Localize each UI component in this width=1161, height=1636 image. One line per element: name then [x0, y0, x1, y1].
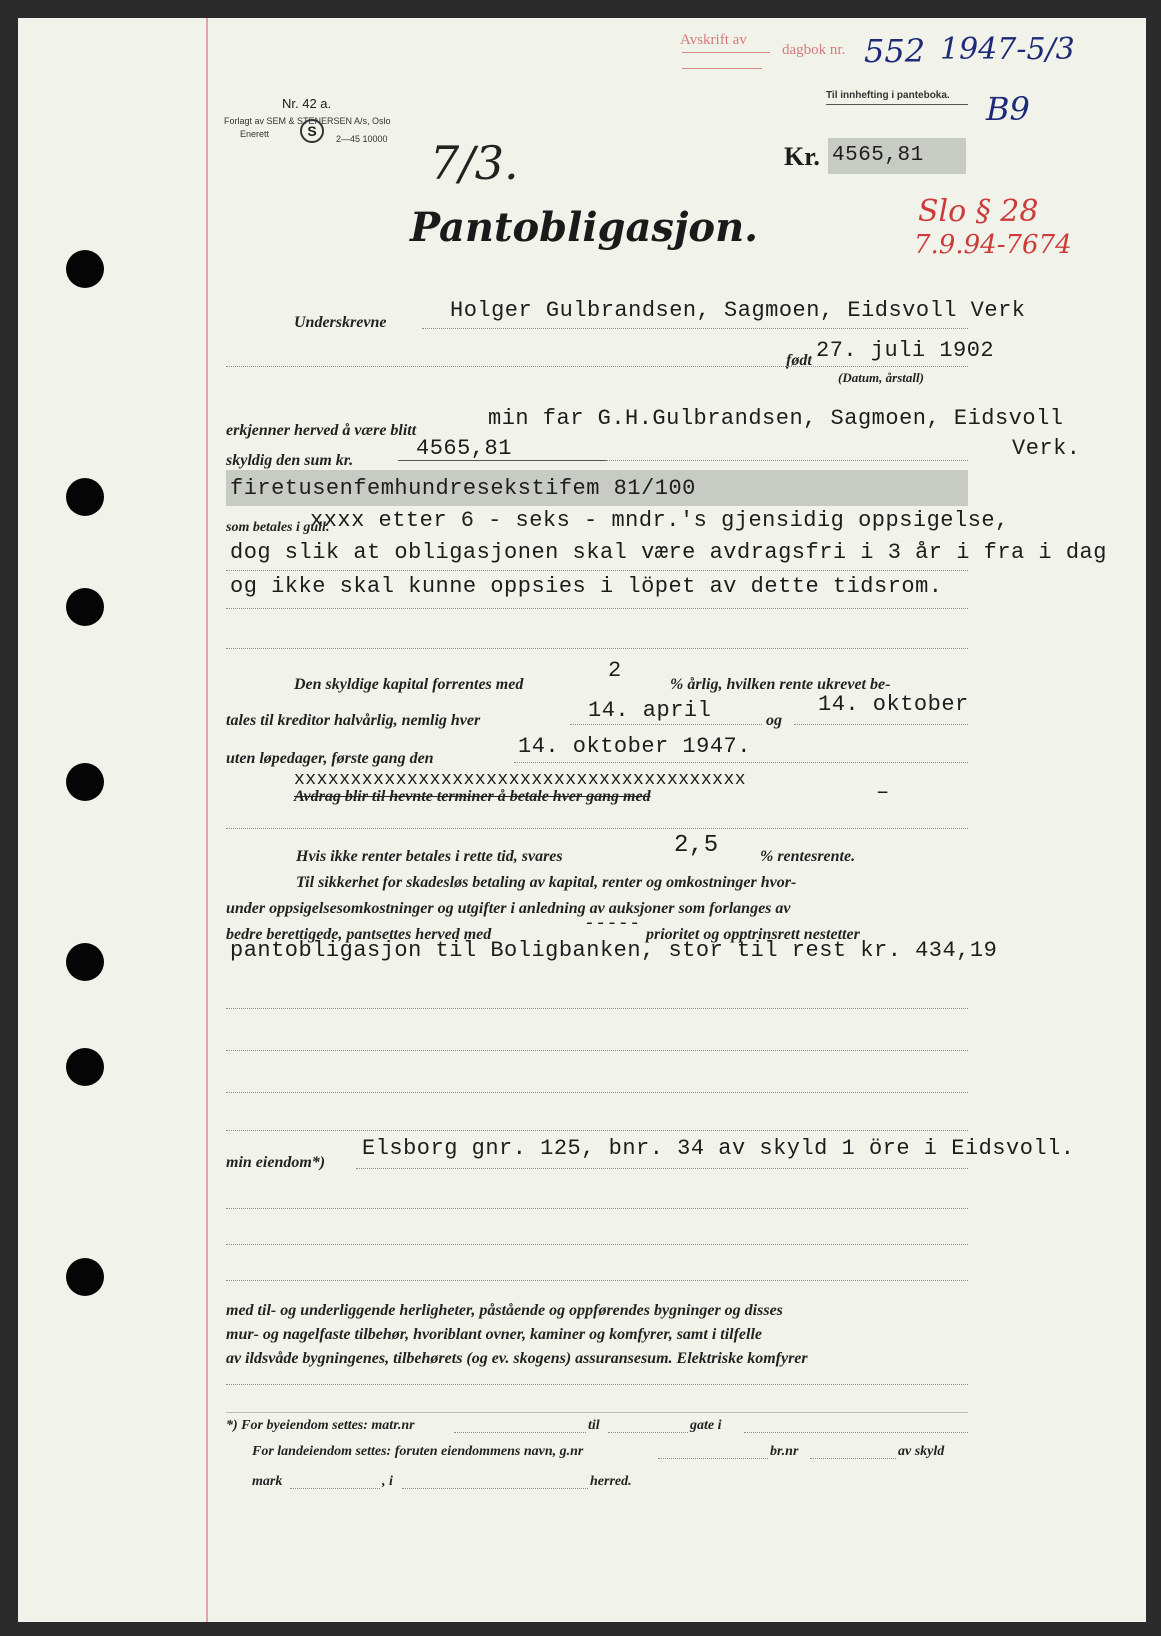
appurtenances-line-3: av ildsvåde bygningenes, tilbehørets (og ev. skogens) assuransesum. Elektriske komfyrer: [226, 1350, 808, 1367]
security-line-1: Til sikkerhet for skadesløs betaling av kapital, renter og omkostninger hvor-: [296, 874, 797, 891]
red-note-1: Slo § 28: [918, 194, 1039, 229]
footnote-rural-brnr: br.nr: [770, 1444, 799, 1459]
footnote-rural-label: For landeiendom settes: foruten eiendommens navn, g.nr: [252, 1444, 584, 1459]
footnote-city-label: *) For byeiendom settes: matr.nr: [226, 1418, 415, 1433]
binder-hole: [66, 1258, 104, 1296]
handwritten-date: 7/3.: [430, 136, 519, 190]
footnote-herred: herred.: [590, 1474, 632, 1489]
first-time-label: uten løpedager, første gang den: [226, 750, 434, 767]
red-note-2: 7.9.94-7674: [914, 230, 1072, 260]
default-label: Hvis ikke renter betales i rette tid, svares: [296, 848, 563, 865]
undersigned-label: Underskrevne: [294, 314, 387, 331]
fill-line: [290, 1488, 380, 1489]
stamp-rule: [682, 52, 770, 53]
payable-label: som betales i gull.: [226, 520, 330, 535]
form-number: Nr. 42 a.: [282, 96, 332, 111]
fill-line: [810, 1458, 896, 1459]
separator: [226, 1412, 968, 1413]
publisher-enerett: Enerett: [240, 129, 270, 139]
security-line-3-a: bedre berettigede, pantsettes herved med: [226, 926, 492, 943]
binder-hole: [66, 478, 104, 516]
publisher-line: Forlagt av SEM & STENERSEN A/s, Oslo: [224, 116, 391, 126]
footnote-city-til: til: [588, 1418, 600, 1433]
fill-line: [226, 1050, 968, 1051]
fill-line: [794, 724, 968, 725]
default-suffix: % rentesrente.: [760, 848, 856, 865]
interest-suffix: % årlig, hvilken rente ukrevet be-: [670, 676, 891, 693]
born-value: 27. juli 1902: [816, 338, 995, 363]
debt-label: skyldig den sum kr.: [226, 452, 354, 469]
fill-line: [226, 1280, 968, 1281]
born-hint: (Datum, årstall): [838, 370, 924, 385]
fill-line: [226, 1092, 968, 1093]
journal-extra: B9: [986, 90, 1030, 128]
binding-rule: [826, 104, 968, 105]
stamp-journal: dagbok nr.: [782, 42, 846, 58]
publisher-print-run: 2—45 10000: [336, 134, 388, 144]
binder-hole: [66, 1048, 104, 1086]
fill-line: [454, 1432, 586, 1433]
fill-line: [226, 1008, 968, 1009]
publisher-logo-icon: S: [300, 119, 324, 143]
creditor-value-cont: Verk.: [1012, 436, 1081, 461]
born-label: født: [786, 352, 812, 369]
fill-line: [606, 460, 968, 461]
journal-number: 552: [864, 32, 926, 70]
appurtenances-line-2: mur- og nagelfaste tilbehør, hvoriblant ovner, kaminer og komfyrer, samt i tilfelle: [226, 1326, 763, 1343]
creditor-value: min far G.H.Gulbrandsen, Sagmoen, Eidsvoll: [488, 406, 1064, 431]
fill-line: [226, 570, 968, 571]
undersigned-value: Holger Gulbrandsen, Sagmoen, Eidsvoll Verk: [450, 298, 1026, 323]
fill-line: [226, 648, 968, 649]
document-title: Pantobligasjon.: [410, 204, 759, 251]
property-value: Elsborg gnr. 125, bnr. 34 av skyld 1 öre i Eidsvoll.: [362, 1136, 1075, 1161]
terms-line-3: og ikke skal kunne oppsies i löpet av dette tidsrom.: [230, 574, 943, 599]
fill-line: [226, 828, 968, 829]
fill-line: [402, 1488, 588, 1489]
installment-value: –: [876, 780, 890, 805]
security-line-2: under oppsigelsesomkostninger og utgifter i anledning av auksjoner som forlanges av: [226, 900, 791, 917]
security-line-3-fill: -----: [584, 914, 641, 934]
installment-label: Avdrag blir til hevnte terminer å betale hver gang med: [294, 788, 651, 805]
fill-line: [422, 328, 968, 329]
fill-line: [658, 1458, 768, 1459]
fill-line: [226, 366, 968, 367]
creditor-label: erkjenner herved å være blitt: [226, 422, 417, 439]
fill-line: [514, 762, 968, 763]
paid-second: 14. oktober: [818, 692, 969, 717]
fill-line: [226, 608, 968, 609]
terms-line-2: dog slik at obligasjonen skal være avdragsfri i 3 år i fra i dag: [230, 540, 1107, 565]
property-label: min eiendom*): [226, 1154, 326, 1171]
fill-line: [226, 1208, 968, 1209]
fill-line: [226, 1384, 968, 1385]
journal-year: 1947-5/3: [940, 32, 1075, 67]
binder-hole: [66, 763, 104, 801]
interest-label: Den skyldige kapital forrentes med: [294, 676, 524, 693]
document-page: [18, 18, 1146, 1622]
binder-hole: [66, 250, 104, 288]
paid-first: 14. april: [588, 698, 712, 723]
first-time-value: 14. oktober 1947.: [518, 734, 751, 759]
fill-line: [226, 1130, 968, 1131]
amount-value: 4565,81: [832, 144, 924, 167]
binder-hole: [66, 943, 104, 981]
fill-line: [226, 1244, 968, 1245]
paid-label: tales til kreditor halvårlig, nemlig hver: [226, 712, 481, 729]
binding-note: Til innhefting i panteboka.: [826, 90, 950, 101]
security-line-3-b: prioritet og opptrinsrett nestetter: [646, 926, 860, 943]
binder-hole: [66, 588, 104, 626]
security-typed: pantobligasjon til Boligbanken, stor til rest kr. 434,19: [230, 938, 998, 963]
installment-cross: xxxxxxxxxxxxxxxxxxxxxxxxxxxxxxxxxxxxxxxx: [294, 770, 747, 790]
fill-line: [570, 724, 762, 725]
debt-underline: [398, 460, 606, 461]
debt-value: 4565,81: [416, 436, 512, 461]
fill-line: [356, 1168, 968, 1169]
paid-and: og: [766, 712, 782, 729]
amount-label: Kr.: [784, 142, 820, 171]
amount-words: firetusenfemhundresekstifem 81/100: [230, 476, 696, 501]
margin-rule: [206, 18, 208, 1622]
footnote-i: , i: [382, 1474, 393, 1489]
stamp-copy: Avskrift av: [680, 32, 747, 48]
footnote-mark: mark: [252, 1474, 283, 1489]
terms-line-1: xxxx etter 6 - seks - mndr.'s gjensidig oppsigelse,: [310, 508, 1009, 533]
footnote-city-gate: gate i: [690, 1418, 722, 1433]
default-value: 2,5: [674, 832, 719, 859]
footnote-rural-skyld: av skyld: [898, 1444, 945, 1459]
interest-value: 2: [608, 658, 622, 683]
fill-line: [744, 1432, 968, 1433]
stamp-rule: [682, 68, 762, 69]
appurtenances-line-1: med til- og underliggende herligheter, påstående og oppførendes bygninger og disses: [226, 1302, 783, 1319]
fill-line: [608, 1432, 688, 1433]
